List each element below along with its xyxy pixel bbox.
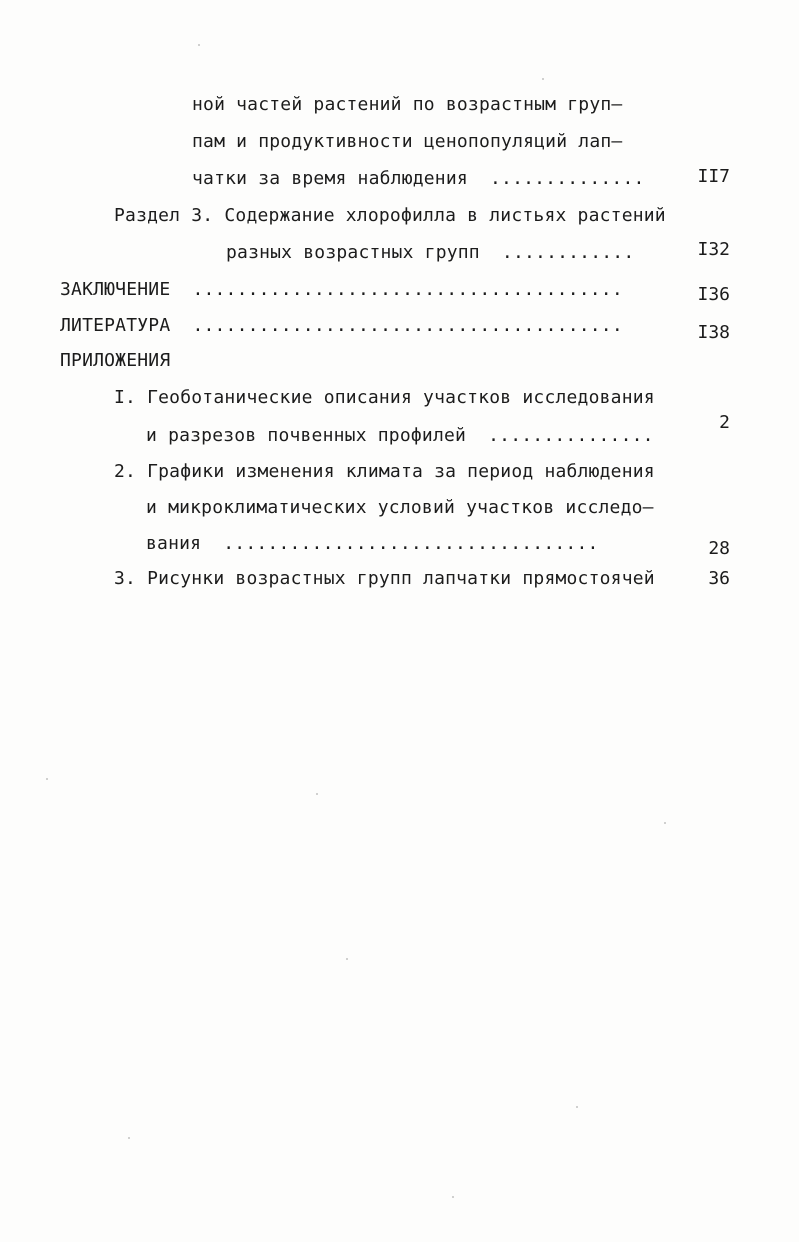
toc-page-number: 36: [708, 568, 730, 589]
scan-speck: [46, 778, 48, 780]
toc-entry-continuation-line-1: ной частей растений по возрастным груп–: [192, 94, 623, 115]
toc-entry-continuation-line-2: пам и продуктивности ценопопуляций лап–: [192, 131, 623, 152]
toc-entry-literature: ЛИТЕРАТУРА .......................................: [60, 315, 623, 336]
toc-appendix-2-line-1: 2. Графики изменения климата за период наблюдения: [114, 461, 655, 482]
scan-speck: [452, 1196, 454, 1198]
toc-appendix-1-line-1: I. Геоботанические описания участков исследования: [114, 387, 655, 408]
toc-page-number: I38: [697, 322, 730, 343]
toc-page-number: 2: [719, 412, 730, 433]
toc-entry-conclusion: ЗАКЛЮЧЕНИЕ .......................................: [60, 279, 623, 300]
toc-appendix-1-line-2: и разрезов почвенных профилей ...............: [146, 425, 654, 446]
toc-appendices-heading: ПРИЛОЖЕНИЯ: [60, 350, 171, 371]
toc-page-number: II7: [697, 166, 730, 187]
scan-speck: [346, 958, 348, 960]
scan-speck: [128, 1137, 130, 1139]
toc-page-number: I32: [697, 239, 730, 260]
toc-page-number: 28: [708, 538, 730, 559]
toc-entry-section-3-line-1: Раздел 3. Содержание хлорофилла в листьях растений: [114, 205, 666, 226]
toc-page-number: I36: [697, 284, 730, 305]
toc-appendix-2-line-2: и микроклиматических условий участков исследо–: [146, 497, 654, 518]
toc-entry-continuation-line-3: чатки за время наблюдения ..............: [192, 168, 645, 189]
scan-speck: [542, 78, 544, 80]
toc-appendix-3-line-1: 3. Рисунки возрастных групп лапчатки прямостоячей: [114, 568, 655, 589]
toc-entry-section-3-line-2: разных возрастных групп ............: [226, 242, 635, 263]
scan-speck: [316, 793, 318, 795]
scan-speck: [664, 822, 666, 824]
toc-appendix-2-line-3: вания ..................................: [146, 533, 599, 554]
scan-speck: [576, 1106, 578, 1108]
scan-speck: [198, 44, 200, 46]
